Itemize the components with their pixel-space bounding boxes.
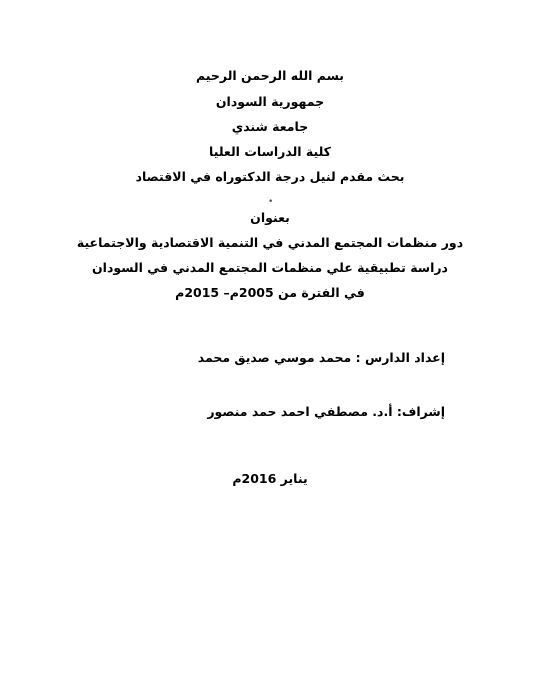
republic-name: جمهورية السودان [215, 94, 325, 109]
document-date: يناير 2016م [232, 471, 308, 486]
thesis-title-line-3: في الفترة من 2005م– 2015م [175, 285, 365, 300]
small-mark: • [268, 197, 274, 207]
degree-statement: بحث مقدم لنيل درجة الدكتوراه في الاقتصاد [135, 169, 405, 184]
prepared-by: إعداد الدارس : محمد موسي صديق محمد [197, 350, 445, 365]
supervisor: إشراف: أ.د. مصطفي احمد حمد منصور [207, 404, 445, 419]
thesis-title-line-1: دور منظمات المجتمع المدني في التنمية الاقتصادية والاجتماعية [76, 235, 464, 250]
university-name: جامعة شندي [231, 119, 309, 134]
basmala: بسم الله الرحمن الرحيم [196, 68, 344, 83]
college-name: كلية الدراسات العليا [209, 144, 331, 159]
title-label: بعنوان [250, 210, 290, 225]
thesis-title-line-2: دراسة تطبيقية علي منظمات المجتمع المدني في السودان [92, 260, 448, 275]
